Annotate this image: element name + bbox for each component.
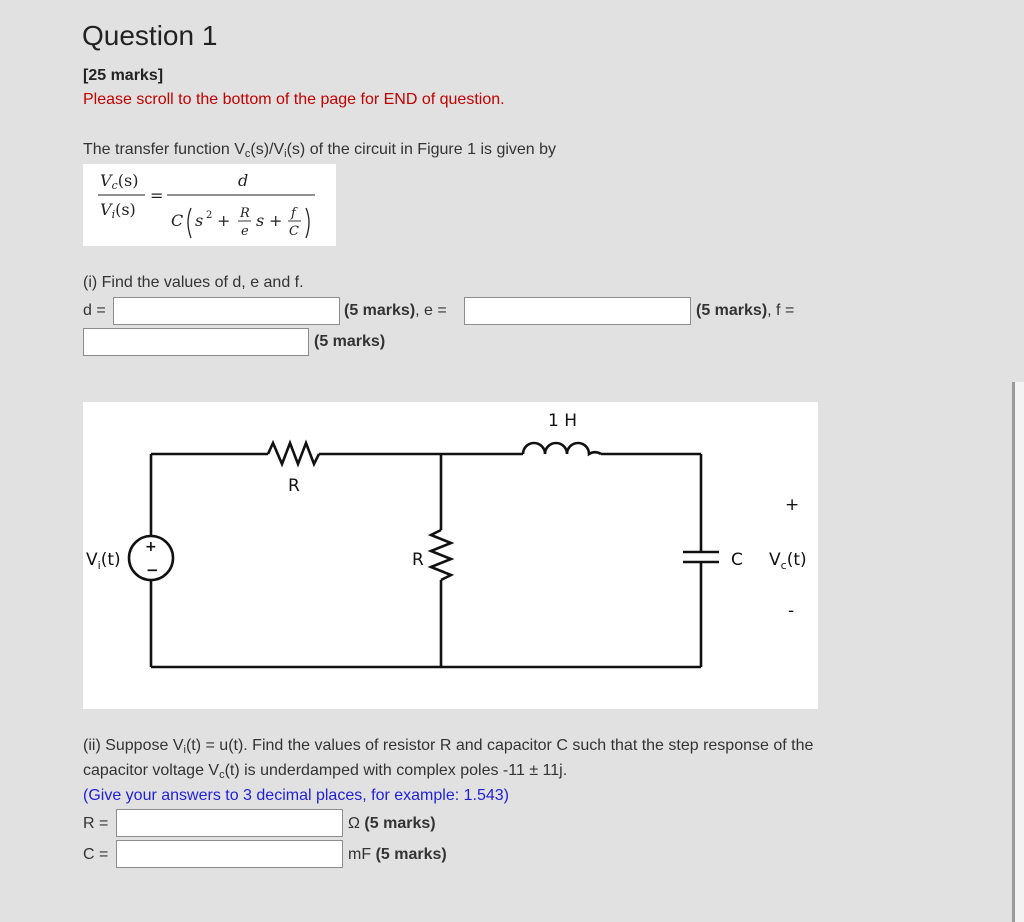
intro-mid2: (s) of the circuit in Figure 1 is given by [286,141,557,158]
circuit-figure [83,402,818,709]
r-label: R = [83,815,109,832]
intro-sub-c: c [244,148,251,160]
part2-line1-sub: i [183,744,186,756]
intro-sub-i: i [284,148,287,160]
d-marks-row [344,302,447,320]
r-input[interactable] [116,809,343,837]
part2-line2-sub: c [219,769,225,781]
source-minus-sign: − [146,561,159,579]
c-marks: (5 marks) [375,846,447,863]
part2-line1-b: (t) = u(t). Find the values of resistor R and capacitor C such that the step response of the [185,737,814,754]
f-marks: (5 marks) [314,333,386,350]
eq-frac2-den: C [289,224,299,239]
e-marks-row [696,302,794,320]
inductor-coil [523,443,601,454]
eq-frac1-num: R [240,206,250,221]
source-plus-sign: + [145,539,157,555]
e-label: , e = [415,302,447,319]
eq-frac1-den: e [241,224,249,239]
eq-lhs-num-base: V [100,171,112,190]
eq-equals: = [150,186,164,205]
svg-text:Vc(s) [100,171,138,192]
eq-rhs-den-c: C [171,211,184,230]
eq-rhs-num: d [238,171,249,190]
output-label-sub: c [780,559,787,572]
intro-text [83,141,556,159]
eq-sup-2: 2 [206,210,213,221]
source-label-sub: i [97,559,101,572]
output-minus-sign: - [788,601,795,621]
intro-mid1: (s)/V [250,141,285,158]
decimal-hint: (Give your answers to 3 decimal places, for example: 1.543) [83,787,509,804]
r-marks: (5 marks) [364,815,436,832]
output-label [769,550,807,572]
d-marks: (5 marks) [344,302,416,319]
inductor-label: 1 H [548,411,578,431]
eq-s: s [256,211,265,230]
c-input[interactable] [116,840,343,868]
question-title: Question 1 [82,20,218,51]
resistor-top-label: R [288,476,300,496]
f-input[interactable] [83,328,309,356]
d-label: d = [83,302,106,319]
part2-line1-a: (ii) Suppose V [83,737,184,754]
source-label-base: V [86,550,98,570]
e-marks: (5 marks) [696,302,768,319]
r-unit: Ω [348,815,360,832]
svg-text:Vi(s) [100,200,136,221]
source-label-arg: (t) [100,550,121,570]
c-unit-row [348,846,447,864]
circuit-diagram [83,402,818,709]
intro-prefix: The transfer function V [83,141,245,158]
f-label: , f = [767,302,795,319]
output-label-arg: (t) [786,550,807,570]
total-marks: [25 marks] [83,67,164,84]
resistor-shunt [431,530,451,580]
part2-line2-b: (t) is underdamped with complex poles -11 ± 11j. [224,762,568,779]
d-input[interactable] [113,297,340,325]
capacitor-label: C [731,550,743,570]
c-label: C = [83,846,109,863]
c-unit: mF [348,846,372,863]
part2-line2 [83,762,567,780]
eq-lhs-num-arg: (s) [117,171,139,190]
resistor-mid-label: R [412,550,424,570]
part1-prompt: (i) Find the values of d, e and f. [83,274,304,291]
eq-lhs-den-sub: i [111,208,116,221]
eq-lhs-num-sub: c [111,179,118,192]
e-input[interactable] [464,297,691,325]
equation-svg [83,164,336,246]
eq-s2: s [195,211,204,230]
scroll-note: Please scroll to the bottom of the page for END of question. [83,91,505,108]
source-label [86,550,121,572]
transfer-function-equation [83,164,336,246]
part2-line1 [83,737,813,755]
scroll-edge [1012,382,1024,922]
eq-plus-1: + [217,211,231,230]
resistor-series [268,443,319,464]
part2-line2-a: capacitor voltage V [83,762,220,779]
eq-frac2-num: f [291,206,296,221]
output-plus-sign: + [785,495,800,515]
eq-plus-2: + [269,211,283,230]
eq-lhs-den-arg: (s) [115,200,136,219]
eq-lhs-den-base: V [100,200,112,219]
output-label-base: V [769,550,781,570]
r-unit-row [348,815,436,833]
